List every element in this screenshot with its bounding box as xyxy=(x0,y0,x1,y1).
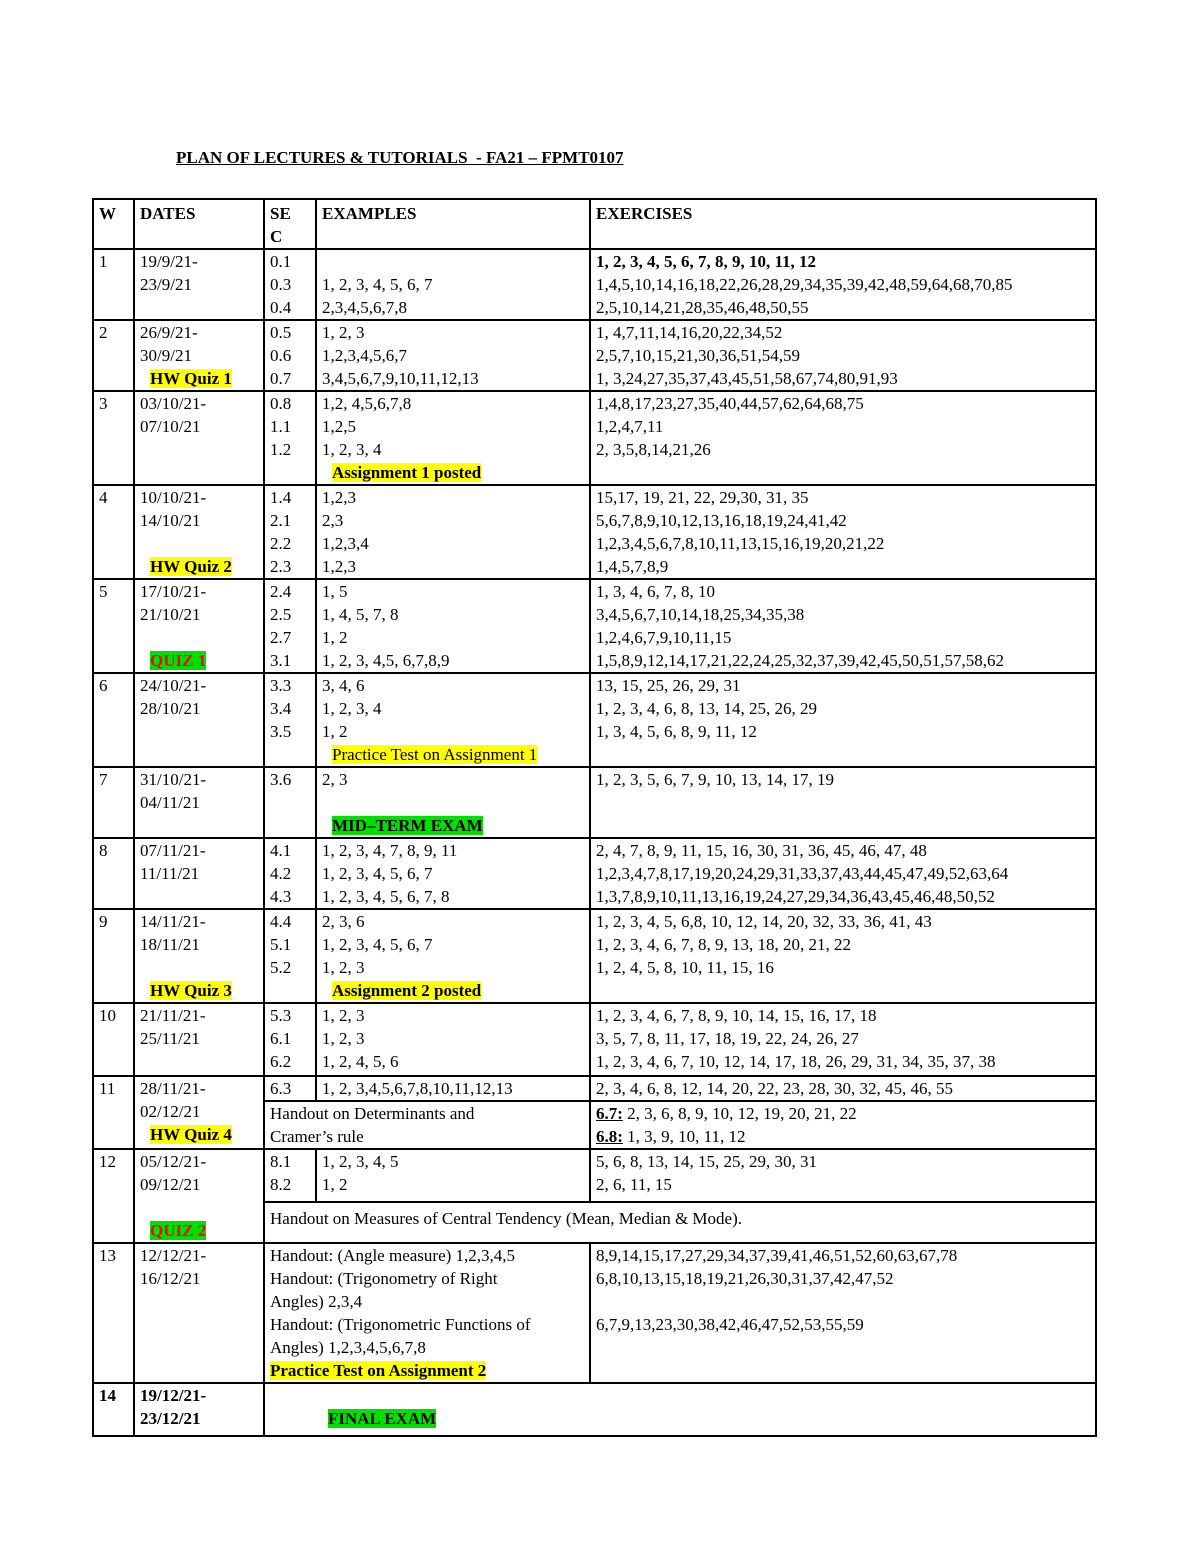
examples-cell: 1, 2, 3,4,5,6,7,8,10,11,12,13 xyxy=(316,1076,590,1101)
table-row xyxy=(93,579,1096,673)
dates-cell: 10/10/21- 14/10/21 HW Quiz 2 xyxy=(134,485,264,579)
exercises-cell: 1, 2, 3, 4, 5, 6,8, 10, 12, 14, 20, 32, 33, 36, 41, 43 1, 2, 3, 4, 6, 7, 8, 9, 13, 18, 20, 21, 22 1, 2, 4, 5, 8, 10, 11, 15, 16 xyxy=(590,909,1096,1003)
exercises-cell: 1, 3, 4, 6, 7, 8, 10 3,4,5,6,7,10,14,18,25,34,35,38 1,2,4,6,7,9,10,11,15 1,5,8,9,12,14,17,21,22,24,25,32,37,39,42,45,50,51,57,58,62 xyxy=(590,579,1096,673)
assignment-badge: Assignment 2 posted xyxy=(332,981,482,1000)
dates-cell: 28/11/21- 02/12/21 HW Quiz 4 xyxy=(134,1076,264,1149)
section-cell: 0.5 0.6 0.7 xyxy=(264,320,316,391)
week-number: 3 xyxy=(93,391,134,485)
dates-cell: 14/11/21- 18/11/21 HW Quiz 3 xyxy=(134,909,264,1003)
exercises-cell: 1, 2, 3, 5, 6, 7, 9, 10, 13, 14, 17, 19 xyxy=(590,767,1096,838)
header-section: SE C xyxy=(264,199,316,249)
handout-cell: Handout on Determinants and Cramer’s rule xyxy=(264,1101,590,1149)
examples-cell: 1, 2, 3, 4, 5, 6, 7 2,3,4,5,6,7,8 xyxy=(316,249,590,320)
assignment-badge: Assignment 1 posted xyxy=(332,463,482,482)
exercises-cell: 13, 15, 25, 26, 29, 31 1, 2, 3, 4, 6, 8, 13, 14, 25, 26, 29 1, 3, 4, 5, 6, 8, 9, 11, 12 xyxy=(590,673,1096,767)
exercises-cell: 15,17, 19, 21, 22, 29,30, 31, 35 5,6,7,8,9,10,12,13,16,18,19,24,41,42 1,2,3,4,5,6,7,8,10,11,13,15,16,19,20,21,22 1,4,5,7,8,9 xyxy=(590,485,1096,579)
exercises-cell: 2, 3, 4, 6, 8, 12, 14, 20, 22, 23, 28, 30, 32, 45, 46, 55 xyxy=(590,1076,1096,1101)
week-number: 2 xyxy=(93,320,134,391)
examples-cell: 1, 2, 3 1, 2, 3 1, 2, 4, 5, 6 xyxy=(316,1003,590,1076)
dates-cell: 24/10/21- 28/10/21 xyxy=(134,673,264,767)
dates-cell: 31/10/21- 04/11/21 xyxy=(134,767,264,838)
handout-cell: Handout on Measures of Central Tendency (Mean, Median & Mode). xyxy=(264,1202,1096,1243)
examples-cell: 1, 2, 3, 4, 7, 8, 9, 11 1, 2, 3, 4, 5, 6, 7 1, 2, 3, 4, 5, 6, 7, 8 xyxy=(316,838,590,909)
practice-test-badge: Practice Test on Assignment 1 xyxy=(332,745,538,764)
final-exam-cell xyxy=(264,1383,1096,1436)
section-cell: 1.4 2.1 2.2 2.3 xyxy=(264,485,316,579)
header-exercises: EXERCISES xyxy=(590,199,1096,249)
week-number: 1 xyxy=(93,249,134,320)
examples-cell: 1,2,3 2,3 1,2,3,4 1,2,3 xyxy=(316,485,590,579)
exercises-cell: 1, 2, 3, 4, 5, 6, 7, 8, 9, 10, 11, 12 1,4,5,10,14,16,18,22,26,28,29,34,35,39,42,48,59,64,68,70,85 2,5,10,14,21,28,35,46,48,50,55 xyxy=(590,249,1096,320)
week-number: 10 xyxy=(93,1003,134,1076)
section-cell: 5.3 6.1 6.2 xyxy=(264,1003,316,1076)
examples-cell: 3, 4, 6 1, 2, 3, 4 1, 2 Practice Test on Assignment 1 xyxy=(316,673,590,767)
table-row xyxy=(93,1149,1096,1202)
dates-cell: 05/12/21- 09/12/21 QUIZ 2 xyxy=(134,1149,264,1243)
schedule-table xyxy=(92,198,1097,1437)
week-number: 4 xyxy=(93,485,134,579)
week-number: 6 xyxy=(93,673,134,767)
dates-cell: 03/10/21- 07/10/21 xyxy=(134,391,264,485)
dates-cell: 19/12/21- 23/12/21 xyxy=(134,1383,264,1436)
week-number: 12 xyxy=(93,1149,134,1243)
table-row xyxy=(93,909,1096,1003)
header-week: W xyxy=(93,199,134,249)
dates-cell: 12/12/21- 16/12/21 xyxy=(134,1243,264,1383)
exercises-cell: 6.7: 2, 3, 6, 8, 9, 10, 12, 19, 20, 21, 22 6.8: 1, 3, 9, 10, 11, 12 xyxy=(590,1101,1096,1149)
hw-quiz-badge: HW Quiz 4 xyxy=(150,1125,232,1144)
table-row xyxy=(93,391,1096,485)
section-cell: 8.1 8.2 xyxy=(264,1149,316,1202)
week-number: 13 xyxy=(93,1243,134,1383)
examples-cell: 1, 2, 3 1,2,3,4,5,6,7 3,4,5,6,7,9,10,11,12,13 xyxy=(316,320,590,391)
exercises-cell: 1, 4,7,11,14,16,20,22,34,52 2,5,7,10,15,21,30,36,51,54,59 1, 3,24,27,35,37,43,45,51,58,67,74,80,91,93 xyxy=(590,320,1096,391)
practice-test-badge: Practice Test on Assignment 2 xyxy=(270,1361,487,1380)
table-row xyxy=(93,673,1096,767)
table-row xyxy=(93,320,1096,391)
section-cell: 4.1 4.2 4.3 xyxy=(264,838,316,909)
dates-cell: 17/10/21- 21/10/21 QUIZ 1 xyxy=(134,579,264,673)
week-number: 7 xyxy=(93,767,134,838)
dates-cell: 21/11/21- 25/11/21 xyxy=(134,1003,264,1076)
table-row xyxy=(93,249,1096,320)
table-row xyxy=(93,1243,1096,1383)
table-row xyxy=(93,485,1096,579)
week-number: 14 xyxy=(93,1383,134,1436)
week-number: 5 xyxy=(93,579,134,673)
hw-quiz-badge: HW Quiz 1 xyxy=(150,369,232,388)
examples-cell: Handout: (Angle measure) 1,2,3,4,5 Handout: (Trigonometry of Right Angles) 2,3,4 Handout: (Trigonometric Functions of Angles) 1,2,3,4,5,6,7,8 Practice Test on Assignment 2 xyxy=(264,1243,590,1383)
header-examples: EXAMPLES xyxy=(316,199,590,249)
table-row xyxy=(93,1383,1096,1436)
dates-cell: 07/11/21- 11/11/21 xyxy=(134,838,264,909)
section-cell: 0.8 1.1 1.2 xyxy=(264,391,316,485)
table-row xyxy=(93,1003,1096,1076)
table-row xyxy=(93,1076,1096,1101)
table-row xyxy=(93,767,1096,838)
examples-cell: 1, 5 1, 4, 5, 7, 8 1, 2 1, 2, 3, 4,5, 6,7,8,9 xyxy=(316,579,590,673)
quiz-badge: QUIZ 1 xyxy=(150,651,207,670)
week-number: 11 xyxy=(93,1076,134,1149)
hw-quiz-badge: HW Quiz 2 xyxy=(150,557,232,576)
header-row xyxy=(93,199,1096,249)
page-title: PLAN OF LECTURES & TUTORIALS - FA21 – FPMT0107 xyxy=(176,148,624,167)
exercises-cell: 1,4,8,17,23,27,35,40,44,57,62,64,68,75 1,2,4,7,11 2, 3,5,8,14,21,26 xyxy=(590,391,1096,485)
week-number: 9 xyxy=(93,909,134,1003)
examples-cell: 2, 3 MID–TERM EXAM xyxy=(316,767,590,838)
examples-cell: 1,2, 4,5,6,7,8 1,2,5 1, 2, 3, 4 Assignment 1 posted xyxy=(316,391,590,485)
section-cell: 2.4 2.5 2.7 3.1 xyxy=(264,579,316,673)
dates-cell: 26/9/21- 30/9/21 HW Quiz 1 xyxy=(134,320,264,391)
week-number: 8 xyxy=(93,838,134,909)
midterm-exam-badge: MID–TERM EXAM xyxy=(332,816,483,835)
hw-quiz-badge: HW Quiz 3 xyxy=(150,981,232,1000)
examples-cell: 1, 2, 3, 4, 5 1, 2 xyxy=(316,1149,590,1202)
examples-cell: 2, 3, 6 1, 2, 3, 4, 5, 6, 7 1, 2, 3 Assignment 2 posted xyxy=(316,909,590,1003)
section-cell: 3.3 3.4 3.5 xyxy=(264,673,316,767)
table-row xyxy=(93,838,1096,909)
quiz-badge: QUIZ 2 xyxy=(150,1221,207,1240)
exercises-cell: 5, 6, 8, 13, 14, 15, 25, 29, 30, 31 2, 6, 11, 15 xyxy=(590,1149,1096,1202)
final-exam-badge: FINAL EXAM xyxy=(328,1409,437,1428)
dates-cell: 19/9/21- 23/9/21 xyxy=(134,249,264,320)
section-cell: 6.3 xyxy=(264,1076,316,1101)
exercises-cell: 1, 2, 3, 4, 6, 7, 8, 9, 10, 14, 15, 16, 17, 18 3, 5, 7, 8, 11, 17, 18, 19, 22, 24, 26, 27 1, 2, 3, 4, 6, 7, 10, 12, 14, 17, 18, 26, 29, 31, 34, 35, 37, 38 xyxy=(590,1003,1096,1076)
header-dates: DATES xyxy=(134,199,264,249)
section-cell: 4.4 5.1 5.2 xyxy=(264,909,316,1003)
exercises-cell: 8,9,14,15,17,27,29,34,37,39,41,46,51,52,60,63,67,78 6,8,10,13,15,18,19,21,26,30,31,37,42,47,52 6,7,9,13,23,30,38,42,46,47,52,53,55,59 xyxy=(590,1243,1096,1383)
exercises-cell: 2, 4, 7, 8, 9, 11, 15, 16, 30, 31, 36, 45, 46, 47, 48 1,2,3,4,7,8,17,19,20,24,29,31,33,37,43,44,45,47,49,52,63,64 1,3,7,8,9,10,11,13,16,19,24,27,29,34,36,43,45,46,48,50,52 xyxy=(590,838,1096,909)
section-cell: 3.6 xyxy=(264,767,316,838)
section-cell: 0.1 0.3 0.4 xyxy=(264,249,316,320)
